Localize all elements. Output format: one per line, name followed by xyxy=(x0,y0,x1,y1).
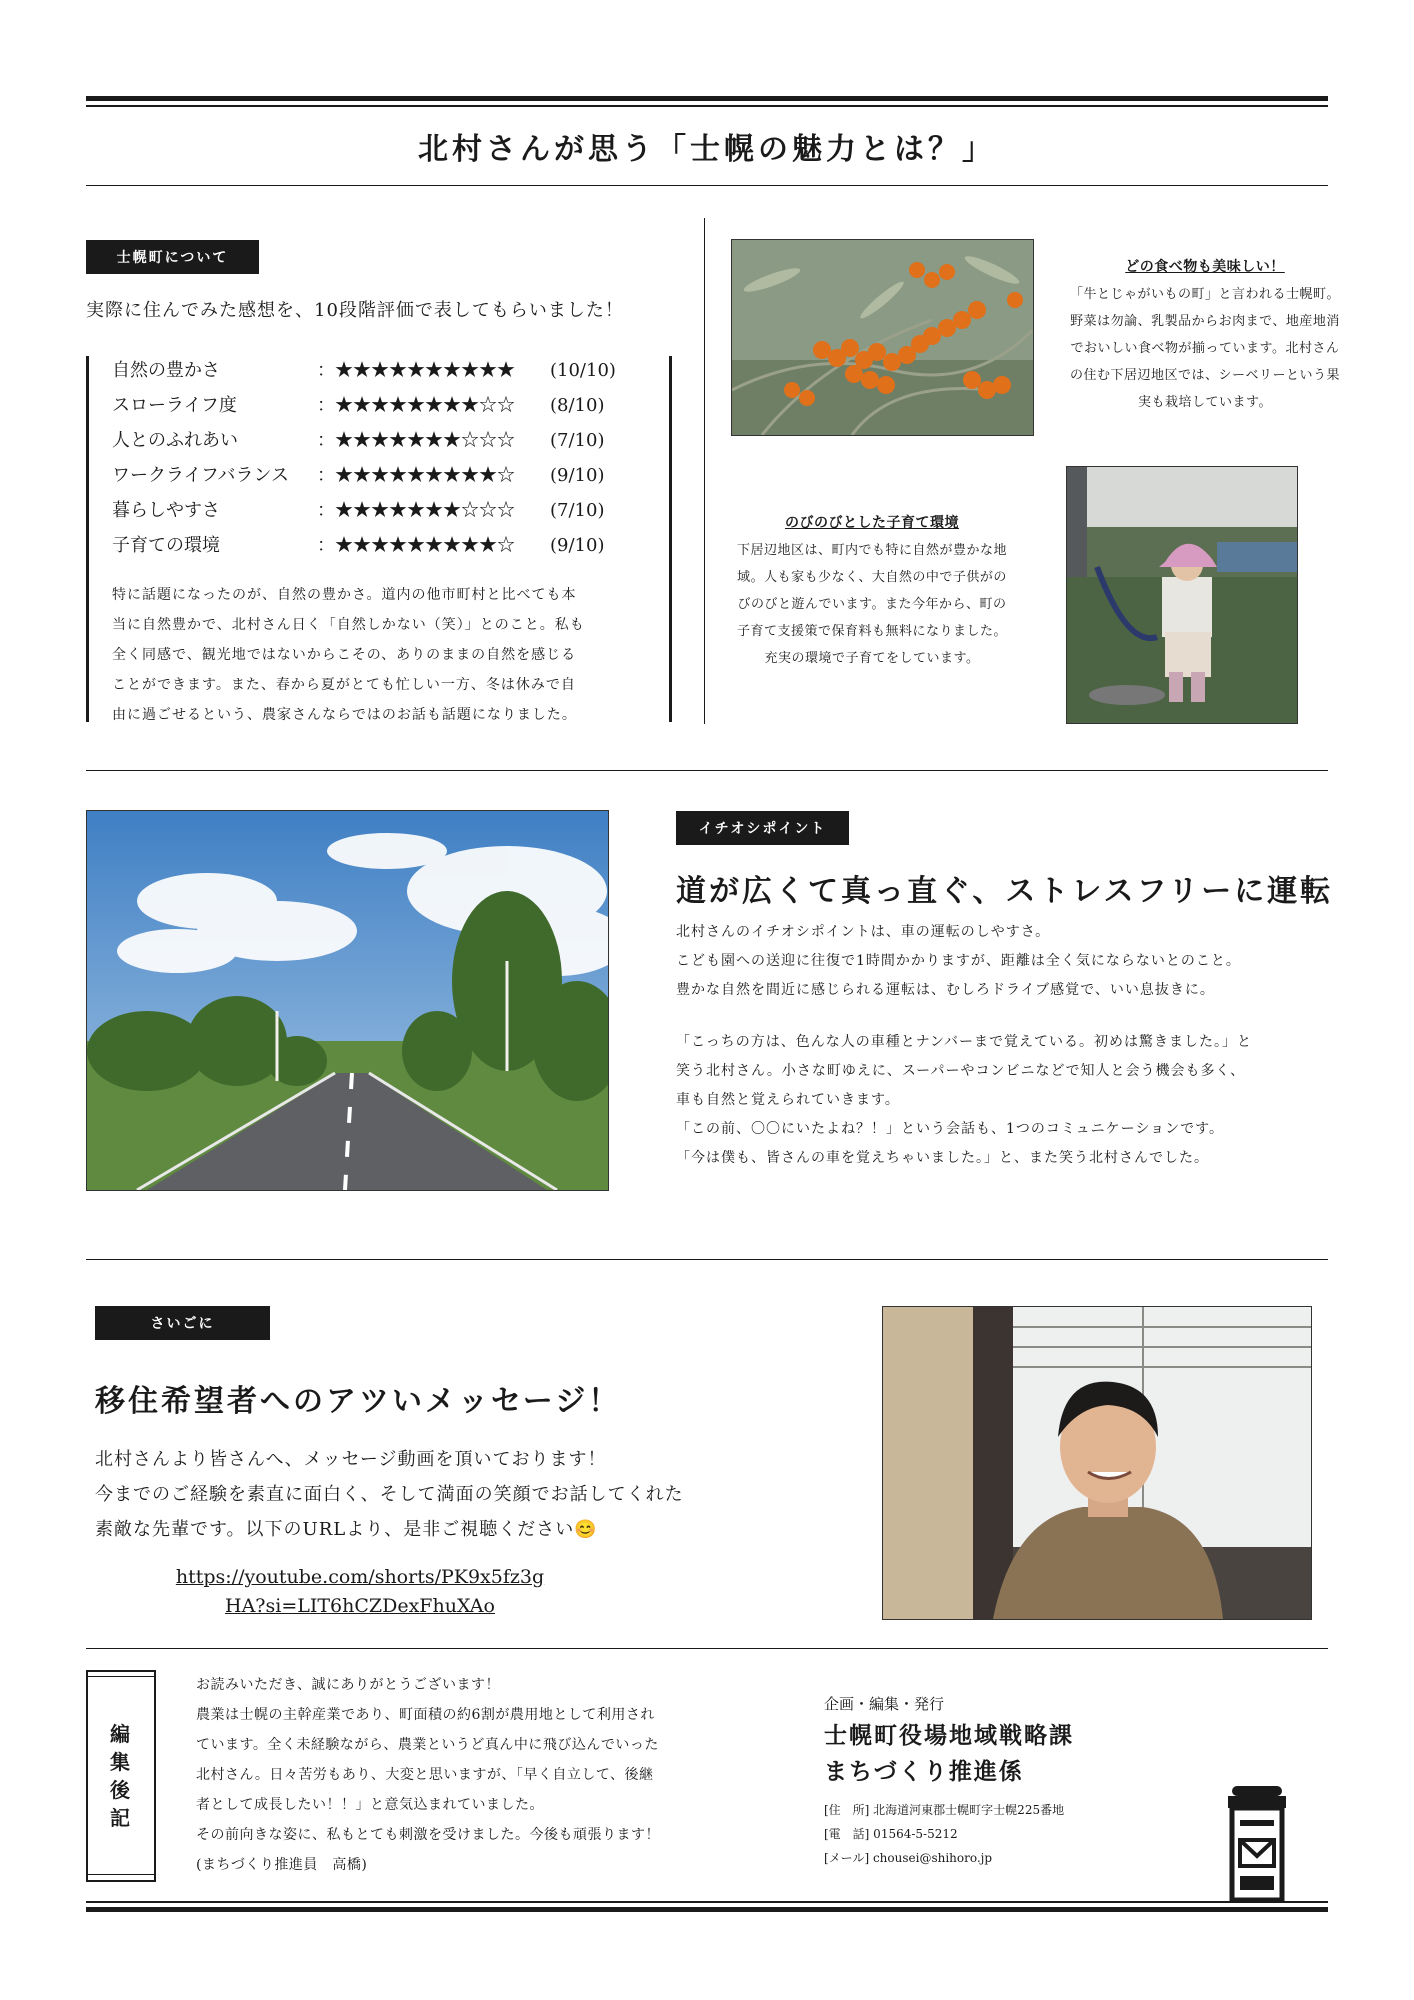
point-body-line: 「今は僕も、皆さんの車を覚えちゃいました。」と、また笑う北村さんでした。 xyxy=(676,1150,1209,1166)
childcare-caption-title: のびのびとした子育て環境 xyxy=(785,515,959,531)
childcare-caption-line: 充実の環境で子育てをしています。 xyxy=(764,651,980,666)
editor-box-bottom xyxy=(86,1874,156,1875)
rating-stars: ：★★★★★★★★★☆ xyxy=(317,535,515,556)
seaberry-photo xyxy=(731,239,1034,436)
rating-stars: ：★★★★★★★☆☆☆ xyxy=(317,500,515,521)
editor-note-line: 者として成長したい！！」と意気込まれていました。 xyxy=(196,1797,544,1813)
childcare-caption-line: 下居辺地区は、町内でも特に自然が豊かな地 xyxy=(736,543,1007,558)
rating-score: (9/10) xyxy=(550,465,605,486)
rating-label: ワークライフバランス xyxy=(112,465,289,486)
editor-note-line: ています。全く未経験ながら、農業というど真ん中に飛び込んでいった xyxy=(196,1737,659,1753)
rating-stars: ：★★★★★★★★★★ xyxy=(317,360,515,381)
page-title: 北村さんが思う「士幌の魅力とは？」 xyxy=(418,132,996,167)
editor-label: 編集後記 xyxy=(110,1722,130,1830)
publisher-org-2: まちづくり推進係 xyxy=(824,1758,1024,1785)
publisher-address: [住 所] 北海道河東郡士幌町字士幌225番地 xyxy=(824,1803,1065,1817)
point-body-line: 車も自然と覚えられていきます。 xyxy=(676,1092,900,1108)
rating-stars: ：★★★★★★★★☆☆ xyxy=(317,395,515,416)
rating-label: 子育ての環境 xyxy=(112,535,220,556)
point-body-line: 笑う北村さん。小さな町ゆえに、スーパーやコンビニなどで知人と会う機会も多く、 xyxy=(676,1063,1246,1079)
closing-body-line: 今までのご経験を素直に面白く、そして満面の笑顔でお話してくれた xyxy=(95,1484,684,1505)
closing-body-line: 素敵な先輩です。以下のURLより、是非ご視聴ください😊 xyxy=(95,1519,598,1540)
bottom-rule-thick xyxy=(86,1907,1328,1912)
publisher-phone: [電 話] 01564-5-5212 xyxy=(824,1827,958,1841)
about-body-line: ことができます。また、春から夏がとても忙しい一方、冬は休みで自 xyxy=(112,677,576,693)
food-caption-title: どの食べ物も美味しい！ xyxy=(1125,259,1285,275)
point-body-line: 豊かな自然を間近に感じられる運転は、むしろドライブ感覚で、いい息抜きに。 xyxy=(676,982,1215,998)
mailbox-icon xyxy=(1226,1786,1288,1902)
rating-score: (7/10) xyxy=(550,500,605,521)
closing-tag: さいごに xyxy=(95,1306,270,1340)
rating-label: 人とのふれあい xyxy=(112,430,238,451)
column-divider xyxy=(704,218,705,724)
section-divider-1 xyxy=(86,770,1328,771)
title-divider xyxy=(86,185,1328,186)
about-tag: 士幌町について xyxy=(86,240,259,274)
childcare-caption-line: 子育て支援策で保育料も無料になりました。 xyxy=(736,624,1007,639)
rating-label: 自然の豊かさ xyxy=(112,360,220,381)
portrait-photo xyxy=(882,1306,1312,1620)
editor-note-line: 農業は士幌の主幹産業であり、町面積の約6割が農用地として利用され xyxy=(196,1707,655,1723)
food-caption-line: 実も栽培しています。 xyxy=(1138,395,1272,410)
editor-label-box xyxy=(86,1670,156,1882)
editor-box-top xyxy=(86,1670,156,1672)
editor-note-line: その前向きな姿に、私もとても刺激を受けました。今後も頑張ります！ xyxy=(196,1827,660,1843)
editor-note-line: お読みいただき、誠にありがとうございます！ xyxy=(196,1677,500,1693)
section-divider-3 xyxy=(86,1648,1328,1649)
food-caption-line: 「牛とじゃがいもの町」と言われる士幌町。 xyxy=(1069,287,1340,302)
about-body xyxy=(112,580,662,730)
food-caption-line: の住む下居辺地区では、シーベリーという果 xyxy=(1069,368,1340,383)
point-tag: イチオシポイント xyxy=(676,811,849,845)
rating-score: (9/10) xyxy=(550,535,605,556)
child-photo xyxy=(1066,466,1298,724)
about-body-line: 当に自然豊かで、北村さん日く「自然しかない（笑）」とのこと。私も xyxy=(112,617,585,633)
editor-box-top-2 xyxy=(86,1676,156,1677)
point-body-line: 「こっちの方は、色んな人の車種とナンバーまで覚えている。初めは驚きました。」と xyxy=(676,1034,1253,1050)
rating-score: (8/10) xyxy=(550,395,605,416)
youtube-link-line[interactable]: https://youtube.com/shorts/PK9x5fz3g xyxy=(175,1566,545,1588)
section-divider-2 xyxy=(86,1259,1328,1260)
point-body-spacer xyxy=(676,1005,1316,1028)
top-rule-thick xyxy=(86,96,1328,101)
top-rule-thin xyxy=(86,105,1328,107)
rating-score: (10/10) xyxy=(550,360,616,381)
about-body-line: 由に過ごせるという、農家さんならではのお話も話題になりました。 xyxy=(112,707,577,723)
publisher-email[interactable]: [メール] chousei@shihoro.jp xyxy=(824,1851,993,1865)
publisher-org-1: 士幌町役場地域戦略課 xyxy=(824,1722,1074,1749)
point-body-line: こども園への送迎に往復で1時間かかりますが、距離は全く気にならないとのこと。 xyxy=(676,953,1241,969)
rating-stars: ：★★★★★★★☆☆☆ xyxy=(317,430,515,451)
publisher-label: 企画・編集・発行 xyxy=(824,1695,945,1713)
about-body-line: 特に話題になったのが、自然の豊かさ。道内の他市町村と比べても本 xyxy=(112,587,577,603)
rating-stars: ：★★★★★★★★★☆ xyxy=(317,465,515,486)
rating-label: スローライフ度 xyxy=(112,395,237,416)
closing-heading: 移住希望者へのアツいメッセージ！ xyxy=(95,1384,622,1419)
bottom-rule-thin xyxy=(86,1901,1328,1903)
publisher-block xyxy=(824,1690,1074,1870)
point-body-line: 北村さんのイチオシポイントは、車の運転のしやすさ。 xyxy=(676,924,1051,940)
editor-note-line: 北村さん。日々苦労もあり、大変と思いますが、「早く自立して、後継 xyxy=(196,1767,654,1783)
youtube-link-line[interactable]: HA?si=LIT6hCZDexFhuXAo xyxy=(225,1595,495,1617)
childcare-caption xyxy=(712,510,1032,672)
editor-note-line: (まちづくり推進員 高橋) xyxy=(196,1857,368,1873)
point-body xyxy=(676,918,1316,1173)
ratings-left-bar xyxy=(86,356,89,722)
childcare-caption-line: びのびと遊んでいます。また今年から、町の xyxy=(737,597,1007,612)
about-lead: 実際に住んでみた感想を、10段階評価で表してもらいました！ xyxy=(86,300,624,321)
about-body-line: 全く同感で、観光地ではないからこその、ありのままの自然を感じる xyxy=(112,647,577,663)
point-heading: 道が広くて真っ直ぐ、ストレスフリーに運転 xyxy=(676,874,1334,909)
food-caption-line: 野菜は勿論、乳製品からお肉まで、地産地消 xyxy=(1070,314,1340,329)
editor-note xyxy=(196,1670,660,1880)
childcare-caption-line: 域。人も家も少なく、大自然の中で子供がの xyxy=(737,570,1007,585)
rating-label: 暮らしやすさ xyxy=(112,500,220,521)
point-body-line: 「この前、〇〇にいたよね？！」という会話も、1つのコミュニケーションです。 xyxy=(676,1121,1224,1137)
road-photo xyxy=(86,810,609,1191)
editor-box-bottom-2 xyxy=(86,1880,156,1882)
closing-body xyxy=(95,1442,684,1547)
ratings-right-bar xyxy=(669,356,672,722)
food-caption xyxy=(1045,254,1365,416)
closing-body-line: 北村さんより皆さんへ、メッセージ動画を頂いております！ xyxy=(95,1449,607,1470)
youtube-link[interactable] xyxy=(150,1563,570,1621)
rating-score: (7/10) xyxy=(550,430,605,451)
food-caption-line: でおいしい食べ物が揃っています。北村さん xyxy=(1070,341,1340,356)
